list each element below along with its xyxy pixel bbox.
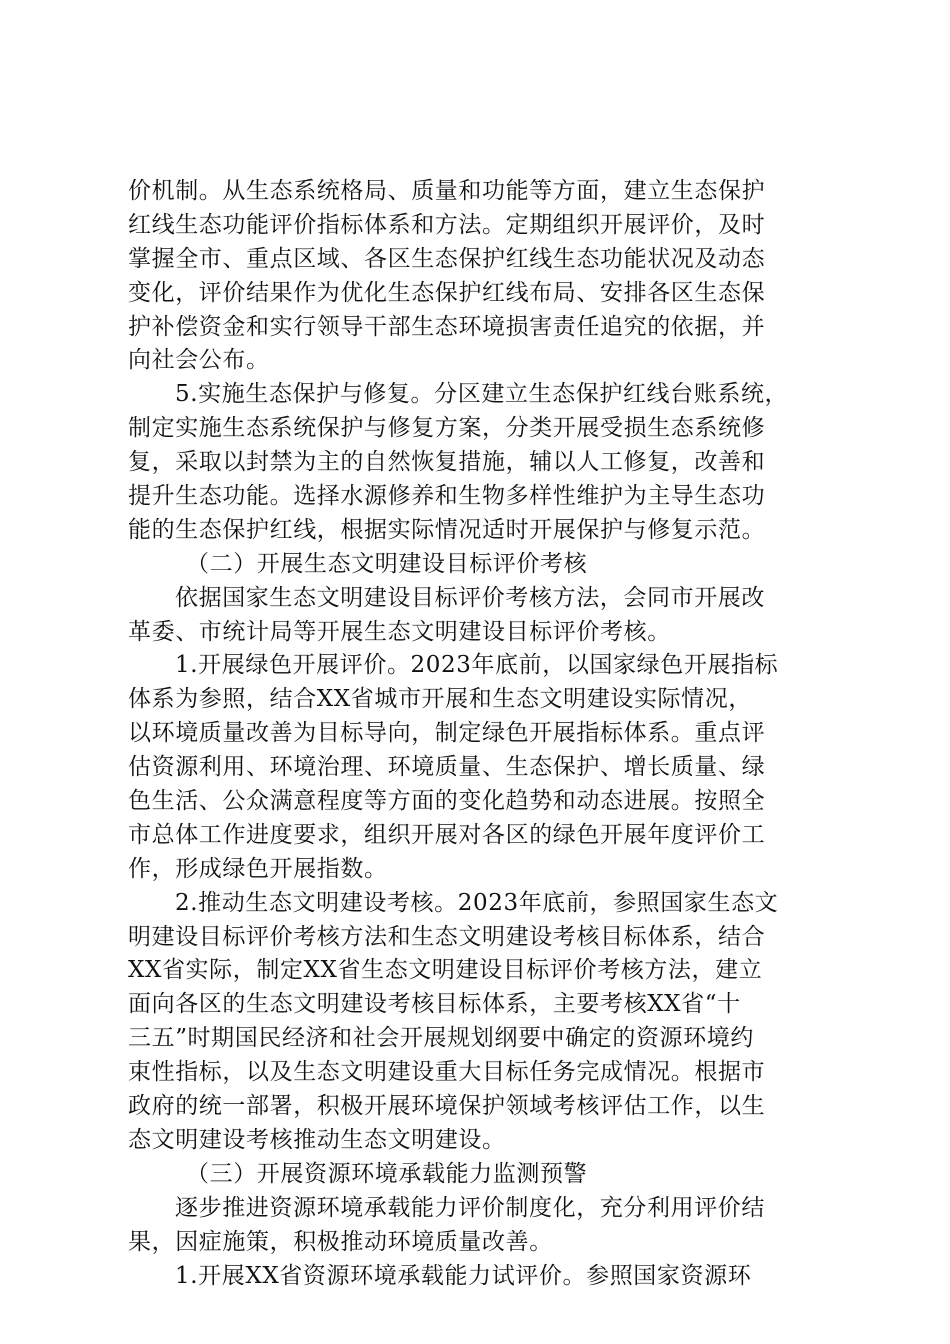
text-line: 市总体工作进度要求，组织开展对各区的绿色开展年度评价工 — [128, 821, 766, 848]
text-line: 体系为参照，结合XX省城市开展和生态文明建设实际情况， — [128, 686, 752, 713]
section-heading: （二）开展生态文明建设目标评价考核 — [186, 550, 588, 577]
text-line: 向社会公布。 — [128, 347, 270, 374]
text-line: 作，形成绿色开展指数。 — [128, 855, 388, 882]
text-line: 果，因症施策，积极推动环境质量改善。 — [128, 1228, 553, 1255]
text-line: 变化，评价结果作为优化生态保护红线布局、安排各区生态保 — [128, 279, 766, 306]
section-heading: （三）开展资源环境承载能力监测预警 — [186, 1160, 588, 1187]
paragraph-start: 2.推动生态文明建设考核。2023年底前，参照国家生态文 — [175, 889, 779, 916]
paragraph-start: 1.开展绿色开展评价。2023年底前，以国家绿色开展指标 — [175, 652, 779, 679]
body-text — [128, 175, 828, 1293]
text-line: 政府的统一部署，积极开展环境保护领域考核评估工作，以生 — [128, 1093, 766, 1120]
text-line: 明建设目标评价考核方法和生态文明建设考核目标体系，结合 — [128, 923, 766, 950]
paragraph-start: 1.开展XX省资源环境承载能力试评价。参照国家资源环 — [175, 1262, 752, 1289]
paragraph-start: 5.实施生态保护与修复。分区建立生态保护红线台账系统， — [175, 381, 789, 408]
text-line: XX省实际，制定XX省生态文明建设目标评价考核方法，建立 — [128, 957, 763, 984]
text-line: 掌握全市、重点区域、各区生态保护红线生态功能状况及动态 — [128, 245, 766, 272]
text-line: 制定实施生态系统保护与修复方案，分类开展受损生态系统修 — [128, 415, 766, 442]
paragraph-start: 依据国家生态文明建设目标评价考核方法，会同市开展改 — [175, 584, 765, 611]
text-line: 提升生态功能。选择水源修养和生物多样性维护为主导生态功 — [128, 483, 766, 510]
text-line: 估资源利用、环境治理、环境质量、生态保护、增长质量、绿 — [128, 754, 766, 781]
text-line: 态文明建设考核推动生态文明建设。 — [128, 1126, 506, 1153]
text-line: 革委、市统计局等开展生态文明建设目标评价考核。 — [128, 618, 671, 645]
text-line: 三五”时期国民经济和社会开展规划纲要中确定的资源环境约 — [128, 1025, 754, 1052]
text-line: 复，采取以封禁为主的自然恢复措施，辅以人工修复，改善和 — [128, 449, 766, 476]
text-line: 以环境质量改善为目标导向，制定绿色开展指标体系。重点评 — [128, 720, 766, 747]
text-line: 红线生态功能评价指标体系和方法。定期组织开展评价，及时 — [128, 211, 766, 238]
text-line: 面向各区的生态文明建设考核目标体系，主要考核XX省“十 — [128, 991, 741, 1018]
text-line: 能的生态保护红线，根据实际情况适时开展保护与修复示范。 — [128, 516, 766, 543]
text-line: 护补偿资金和实行领导干部生态环境损害责任追究的依据，并 — [128, 313, 766, 340]
text-line: 价机制。从生态系统格局、质量和功能等方面，建立生态保护 — [128, 178, 766, 204]
text-line: 色生活、公众满意程度等方面的变化趋势和动态进展。按照全 — [128, 788, 766, 815]
paragraph-start: 逐步推进资源环境承载能力评价制度化，充分利用评价结 — [175, 1194, 765, 1221]
text-line: 束性指标，以及生态文明建设重大目标任务完成情况。根据市 — [128, 1059, 766, 1086]
